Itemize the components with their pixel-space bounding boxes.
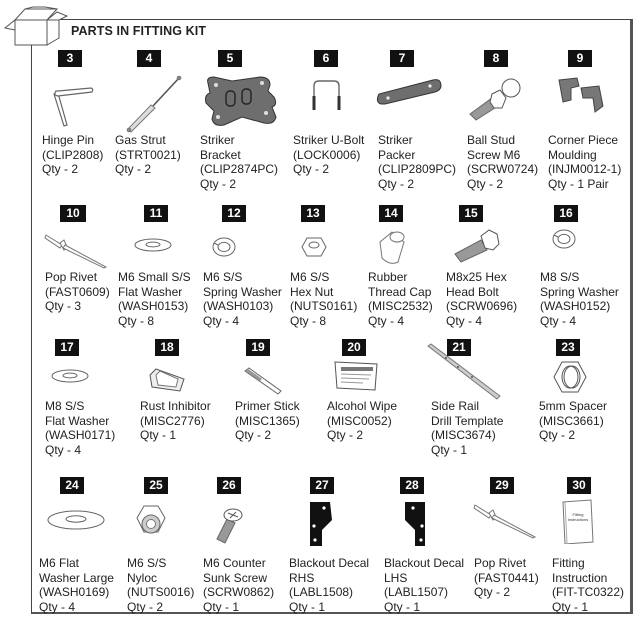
part-number-badge: 21 [447,339,471,356]
u-bolt-icon [310,78,342,112]
part-quantity: Qty - 2 [467,176,504,191]
spring-washer-icon [211,236,237,258]
part-number-badge: 24 [60,477,84,494]
part-name-line: M6 S/S [203,270,243,284]
part-quantity: Qty - 1 [140,428,177,442]
part-code: (STRT0021) [115,147,181,162]
part-code: (SCRW0862) [203,585,275,599]
part-code: (INJM0012-1) [548,162,622,176]
part-number-badge: 18 [155,339,179,356]
part-code: (LABL1508) [289,585,354,599]
part-code: (CLIP2808) [42,147,104,162]
part-quantity: Qty - 2 [235,428,272,442]
corner-moulding-icon [557,76,605,114]
part-code: (LOCK0006) [293,147,361,162]
part-name-line: M8 S/S [540,270,580,284]
part-quantity: Qty - 1 [203,599,240,614]
part-code: (CLIP2809PC) [378,162,457,176]
part-label [42,133,103,177]
part-name-line: Packer [378,147,416,162]
part-name-line: Primer Stick [235,399,300,413]
part-label [378,133,456,191]
part-quantity: Qty - 8 [118,313,155,328]
part-quantity: Qty - 2 [293,162,330,176]
part-number-badge: 29 [490,477,514,494]
part-name-line: M6 Flat [39,556,80,570]
part-name-line: Nyloc [127,570,158,585]
part-quantity: Qty - 2 [115,162,152,176]
open-box-icon [3,6,69,46]
part-quantity: Qty - 2 [200,176,237,191]
part-label [203,556,274,614]
part-code: (MISC3661) [539,413,604,428]
pop-rivet-icon [44,233,110,269]
part-label [45,399,115,457]
part-quantity: Qty - 1 [384,599,421,614]
svg-text:Instructions: Instructions [567,517,589,522]
part-label [552,556,624,614]
part-label [290,270,357,328]
flat-washer-large-icon [46,508,106,532]
part-name-line: 5mm Spacer [539,399,608,413]
part-quantity: Qty - 2 [327,428,364,442]
part-name-line: Washer Large [39,570,114,585]
part-quantity: Qty - 4 [540,313,577,328]
part-name-line: M8 S/S [45,399,85,413]
part-name-line: Hinge Pin [42,133,95,147]
part-quantity: Qty - 2 [127,599,164,614]
thread-cap-icon [376,228,406,264]
part-name-line: Spring Washer [203,284,282,299]
part-code: (MISC2776) [140,413,205,428]
part-quantity: Qty - 4 [39,599,76,614]
part-number-badge: 15 [459,205,483,222]
part-label [327,399,397,443]
hex-bolt-icon [453,228,501,264]
part-name-line: Screw M6 [467,147,521,162]
ball-stud-icon [468,78,524,122]
part-label [548,133,621,191]
part-name-line: Rubber [368,270,408,284]
part-label [539,399,607,443]
part-name-line: Striker [378,133,413,147]
part-label [540,270,619,328]
flat-washer-icon [133,237,173,253]
part-label [140,399,211,443]
part-number-badge: 17 [55,339,79,356]
part-name-line: Gas Strut [115,133,166,147]
part-name-line: Striker [200,133,235,147]
part-number-badge: 12 [222,205,246,222]
part-name-line: Pop Rivet [474,556,527,570]
part-name-line: Spring Washer [540,284,619,299]
part-number-badge: 28 [400,477,424,494]
part-code: (FAST0441) [474,570,539,585]
part-code: (FAST0609) [45,284,110,299]
alcohol-wipe-icon [333,360,379,392]
part-name-line: M6 Small S/S [118,270,191,284]
nyloc-nut-icon [136,504,166,538]
part-number-badge: 19 [246,339,270,356]
part-label [39,556,114,614]
part-code: (WASH0152) [540,299,611,313]
spring-washer-icon [551,228,577,250]
part-quantity: Qty - 4 [203,313,240,328]
part-number-badge: 23 [556,339,580,356]
part-code: (WASH0103) [203,299,274,313]
part-name-line: Side Rail [431,399,480,413]
part-quantity: Qty - 4 [368,313,405,328]
part-name-line: Moulding [548,147,597,162]
part-name-line: Instruction [552,570,608,585]
part-code: (MISC2532) [368,299,433,313]
gas-strut-icon [125,75,185,133]
part-label [235,399,300,443]
part-code: (SCRW0696) [446,299,518,313]
part-number-badge: 27 [310,477,334,494]
part-name-line: Blackout Decal [384,556,465,570]
part-label [474,556,539,600]
part-label [368,270,433,328]
part-name-line: RHS [289,570,315,585]
striker-bracket-icon [202,73,278,129]
striker-packer-icon [375,76,443,108]
part-code: (CLIP2874PC) [200,162,279,176]
pop-rivet-icon [473,503,539,539]
part-number-badge: 20 [342,339,366,356]
part-label [446,270,517,328]
part-number-badge: 11 [144,205,168,222]
spacer-icon [553,360,587,394]
part-quantity: Qty - 1 [431,442,468,457]
part-label [203,270,282,328]
part-name-line: Blackout Decal [289,556,370,570]
part-name-line: Flat Washer [118,284,183,299]
hinge-pin-icon [50,82,98,132]
part-quantity: Qty - 8 [290,313,327,328]
part-name-line: Alcohol Wipe [327,399,398,413]
part-label [467,133,538,191]
part-number-badge: 26 [217,477,241,494]
part-quantity: Qty - 2 [539,428,576,442]
part-name-line: Head Bolt [446,284,499,299]
part-label [115,133,181,177]
part-label [127,556,194,614]
part-name-line: Corner Piece [548,133,619,147]
part-number-badge: 8 [484,50,508,67]
part-label [289,556,369,614]
part-name-line: LHS [384,570,408,585]
part-name-line: Hex Nut [290,284,334,299]
part-code: (NUTS0161) [290,299,358,313]
part-name-line: M8x25 Hex [446,270,507,284]
part-name-line: M6 Counter [203,556,266,570]
part-number-badge: 3 [58,50,82,67]
rust-inhibitor-sachet-icon [148,367,186,393]
blackout-decal-lhs-icon [403,500,429,548]
part-code: (NUTS0016) [127,585,195,599]
part-quantity: Qty - 3 [45,299,82,313]
part-quantity: Qty - 2 [474,585,511,599]
part-name-line: M6 S/S [290,270,330,284]
flat-washer-icon [50,368,90,384]
part-number-badge: 14 [379,205,403,222]
blackout-decal-rhs-icon [308,500,334,548]
part-code: (MISC3674) [431,428,496,442]
part-label [200,133,278,191]
part-number-badge: 16 [554,205,578,222]
svg-text:Fitting: Fitting [572,512,584,517]
part-number-badge: 13 [301,205,325,222]
part-code: (SCRW0724) [467,162,539,176]
part-number-badge: 5 [218,50,242,67]
part-quantity: Qty - 4 [45,442,82,457]
page-title: PARTS IN FITTING KIT [71,24,207,38]
part-number-badge: 9 [568,50,592,67]
part-label [384,556,464,614]
part-code: (FIT-TC0322) [552,585,625,599]
part-name-line: Drill Template [431,413,504,428]
part-name-line: Striker U-Bolt [293,133,365,147]
part-code: (MISC1365) [235,413,300,428]
part-quantity: Qty - 1 [552,599,589,614]
part-code: (WASH0153) [118,299,189,313]
part-name-line: Rust Inhibitor [140,399,211,413]
part-number-badge: 10 [60,205,86,222]
primer-stick-icon [243,367,283,395]
part-number-badge: 4 [137,50,161,67]
part-name-line: Fitting [552,556,585,570]
part-label [118,270,191,328]
drill-template-icon [426,343,502,401]
part-name-line: Flat Washer [45,413,110,428]
part-code: (LABL1507) [384,585,449,599]
instruction-booklet-icon [561,498,597,544]
part-label [45,270,110,314]
part-quantity: Qty - 4 [446,313,483,328]
part-number-badge: 30 [567,477,591,494]
part-name-line: Bracket [200,147,241,162]
part-label [431,399,503,457]
part-number-badge: 7 [390,50,414,67]
part-quantity: Qty - 2 [378,176,415,191]
part-name-line: Sunk Screw [203,570,268,585]
part-label [293,133,364,177]
part-code: (MISC0052) [327,413,392,428]
countersunk-screw-icon [213,505,243,545]
part-name-line: Thread Cap [368,284,432,299]
part-quantity: Qty - 1 [289,599,326,614]
part-code: (WASH0169) [39,585,110,599]
part-name-line: Pop Rivet [45,270,98,284]
part-number-badge: 6 [314,50,338,67]
hex-nut-icon [301,236,327,258]
part-name-line: Ball Stud [467,133,516,147]
part-quantity: Qty - 1 Pair [548,176,609,191]
part-quantity: Qty - 2 [42,162,79,176]
part-code: (WASH0171) [45,428,116,442]
part-name-line: M6 S/S [127,556,167,570]
part-number-badge: 25 [144,477,168,494]
